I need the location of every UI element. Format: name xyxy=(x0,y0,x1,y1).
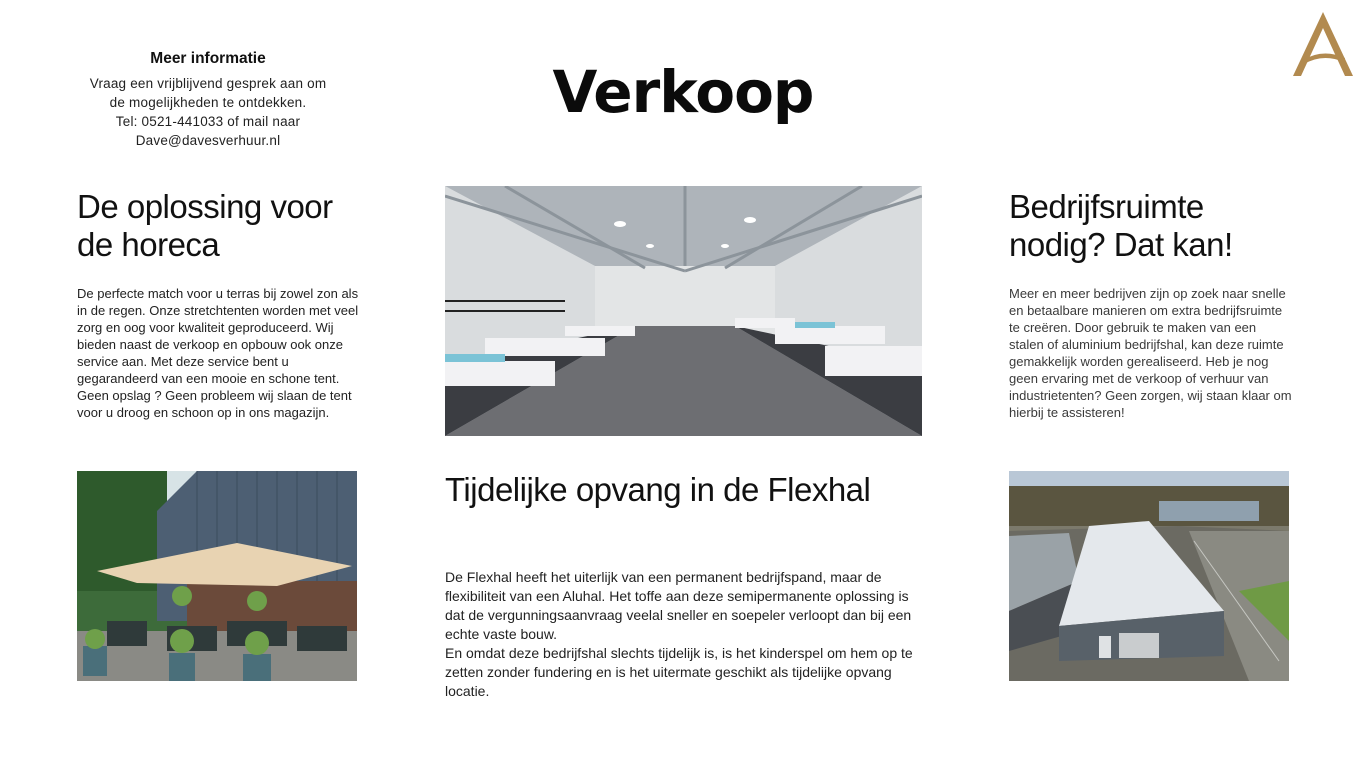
middle-paragraph-2: En omdat deze bedrijfshal slechts tijdelijk is, is het kinderspel om hem op te zetten zonder fundering en is het uitermate geschikt als tijdelijke opvang locatie. xyxy=(445,645,913,699)
middle-paragraph-1: De Flexhal heeft het uiterlijk van een permanent bedrijfspand, maar de flexibiliteit van een Aluhal. Het toffe aan deze semipermanente oplossing is dat de vergunningsaanvraag veelal sneller en soepeler verloopt dan bij een echte vaste bouw. xyxy=(445,569,912,642)
right-heading-line: Bedrijfsruimte xyxy=(1009,188,1204,225)
middle-paragraph xyxy=(445,568,925,701)
left-heading xyxy=(77,188,377,264)
info-heading: Meer informatie xyxy=(150,50,266,67)
page-title: Verkoop xyxy=(552,58,814,126)
a-logo-icon xyxy=(1287,8,1359,80)
aerial-industrial-hall-image xyxy=(1009,471,1289,681)
flexhal-interior-beds-image xyxy=(445,186,922,436)
left-paragraph: De perfecte match voor u terras bij zowel zon als in de regen. Onze stretchtenten worden met veel zorg en oog voor kwaliteit geproduceerd. Wij bieden naast de verkoop en opbouw ook onze service aan. Met deze service bent u gegarandeerd van een mooie en schone tent. Geen opslag ? Geen probleem wij slaan de tent voor u droog en schoon op in ons magazijn. xyxy=(77,286,359,420)
info-line: Tel: 0521-441033 of mail naar xyxy=(115,114,301,129)
right-heading-line: nodig? Dat kan! xyxy=(1009,226,1233,263)
info-line: de mogelijkheden te ontdekken. xyxy=(109,95,307,110)
left-heading-line: De oplossing voor xyxy=(77,188,333,225)
middle-heading: Tijdelijke opvang in de Flexhal xyxy=(445,471,871,508)
terrace-stretchtent-image xyxy=(77,471,357,681)
right-paragraph: Meer en meer bedrijven zijn op zoek naar snelle en betaalbare manieren om extra bedrijfsruimte te creëren. Door gebruik te maken van een stalen of aluminium bedrijfshal, kan deze ruimte gemakkelijk worden gerealiseerd. Heb je nog geen ervaring met de verkoop of verhuur van industrietenten? Geen zorgen, wij staan klaar om hierbij te assisteren! xyxy=(1009,286,1292,420)
right-heading xyxy=(1009,188,1309,264)
info-email[interactable]: Dave@davesverhuur.nl xyxy=(135,133,281,148)
left-heading-line: de horeca xyxy=(77,226,220,263)
info-line: Vraag een vrijblijvend gesprek aan om xyxy=(89,76,327,91)
